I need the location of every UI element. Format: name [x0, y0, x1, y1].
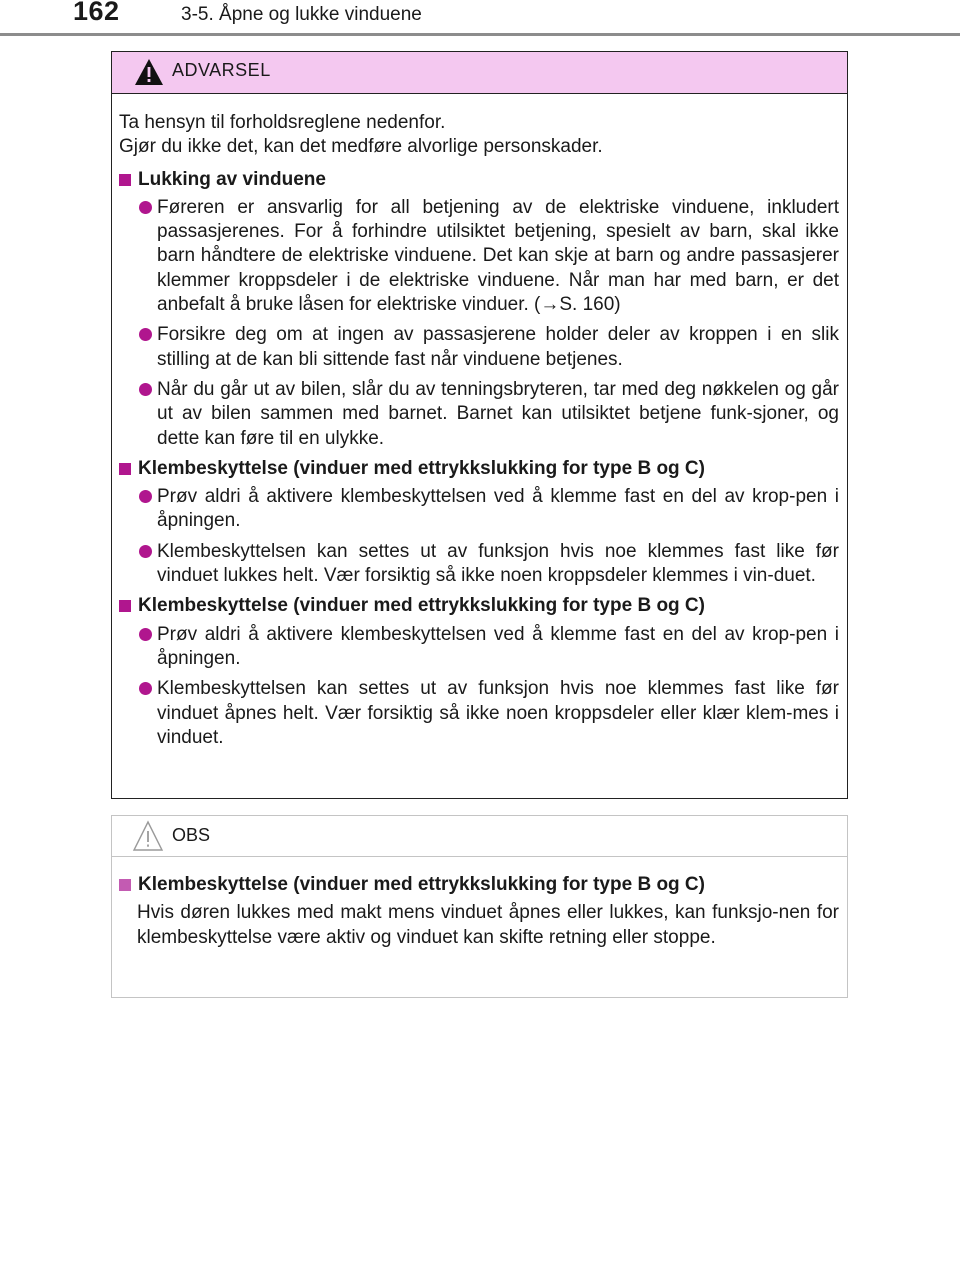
warning-intro [119, 111, 839, 160]
section-title-text: Klembeskyttelse (vinduer med ettrykkslukking for type B og C) [138, 457, 705, 479]
bullet-item [119, 378, 839, 451]
section-title [119, 594, 839, 618]
section-title [119, 457, 839, 481]
section-title [119, 168, 839, 192]
bullet-item [119, 196, 839, 317]
bullet-text: Når du går ut av bilen, slår du av tenningsbryteren, tar med deg nøkkelen og går ut av bilen sammen med barnet. Barnet kan utilsiktet betjene funk-sjoner, og dette kan føre til en ulykke. [157, 378, 839, 449]
bullet-text: Prøv aldri å aktivere klembeskyttelsen ved å klemme fast en del av krop-pen i åpningen. [157, 623, 839, 669]
square-bullet-icon [119, 174, 131, 186]
bullet-item [119, 323, 839, 372]
warning-section [119, 594, 839, 750]
round-bullet-icon [139, 682, 152, 695]
warning-header [112, 52, 847, 94]
round-bullet-icon [139, 628, 152, 641]
notice-paragraph: Hvis døren lukkes med makt mens vinduet åpnes eller lukkes, kan funksjo-nen for klembeskyttelse være aktiv og vinduet kan skifte retning eller stoppe. [137, 902, 839, 948]
section-title [119, 873, 839, 897]
bullet-text: Forsikre deg om at ingen av passasjerene holder deler av kroppen i en slik stilling at de kan bli sittende fast når vinduene betjenes. [157, 324, 839, 370]
bullet-item [119, 540, 839, 589]
section-title-text: Klembeskyttelse (vinduer med ettrykkslukking for type B og C) [138, 595, 705, 617]
bullet-text: Prøv aldri å aktivere klembeskyttelsen ved å klemme fast en del av krop-pen i åpningen. [157, 486, 839, 532]
section-title-text: Klembeskyttelse (vinduer med ettrykkslukking for type B og C) [138, 874, 705, 895]
bullet-text: Føreren er ansvarlig for all betjening av de elektriske vinduene, inkludert passasjerenes. For å forhindre utilsiktet betjening, spesielt av barn, skal ikke barn håndtere de elektriske vinduene. Det kan skje at barn og andre passasjerer klemmer kroppsdeler i de elektriske vinduene. Når man har med barn, er det anbefalt å bruke låsen for elektriske vinduer. (→S. 160) [157, 196, 839, 316]
notice-box [111, 815, 848, 998]
notice-title: OBS [172, 825, 211, 845]
bullet-text: Klembeskyttelsen kan settes ut av funksjon hvis noe klemmes fast like før vinduet åpnes helt. Vær forsiktig så ikke noen kroppsdeler eller klær klem-mes i vinduet. [157, 678, 839, 748]
round-bullet-icon [139, 328, 152, 341]
bullet-item [119, 623, 839, 672]
bullet-text: Klembeskyttelsen kan settes ut av funksjon hvis noe klemmes fast like før vinduet lukkes helt. Vær forsiktig så ikke noen kroppsdeler klemmes i vin-duet. [157, 540, 839, 587]
warning-section [119, 457, 839, 588]
notice-header [112, 816, 847, 857]
warning-section [119, 168, 839, 451]
warning-title: ADVARSEL [172, 60, 271, 80]
notice-body [119, 873, 839, 950]
round-bullet-icon [139, 545, 152, 558]
intro-line: Gjør du ikke det, kan det medføre alvorlige personskader. [119, 136, 603, 158]
page-header [0, 0, 960, 40]
section-title-text: Lukking av vinduene [138, 168, 326, 190]
square-bullet-icon [119, 879, 131, 891]
square-bullet-icon [119, 463, 131, 475]
bullet-item [119, 677, 839, 750]
round-bullet-icon [139, 201, 152, 214]
round-bullet-icon [139, 383, 152, 396]
warning-box [111, 51, 848, 799]
caution-triangle-outline-icon [132, 820, 164, 852]
intro-line: Ta hensyn til forholdsreglene nedenfor. [119, 112, 446, 133]
warning-triangle-icon [134, 58, 164, 86]
round-bullet-icon [139, 490, 152, 503]
bullet-item [119, 485, 839, 534]
warning-body [119, 111, 839, 756]
header-rule [0, 33, 960, 36]
page-number: 162 [73, 0, 120, 26]
chapter-title: 3-5. Åpne og lukke vinduene [181, 4, 422, 25]
square-bullet-icon [119, 600, 131, 612]
